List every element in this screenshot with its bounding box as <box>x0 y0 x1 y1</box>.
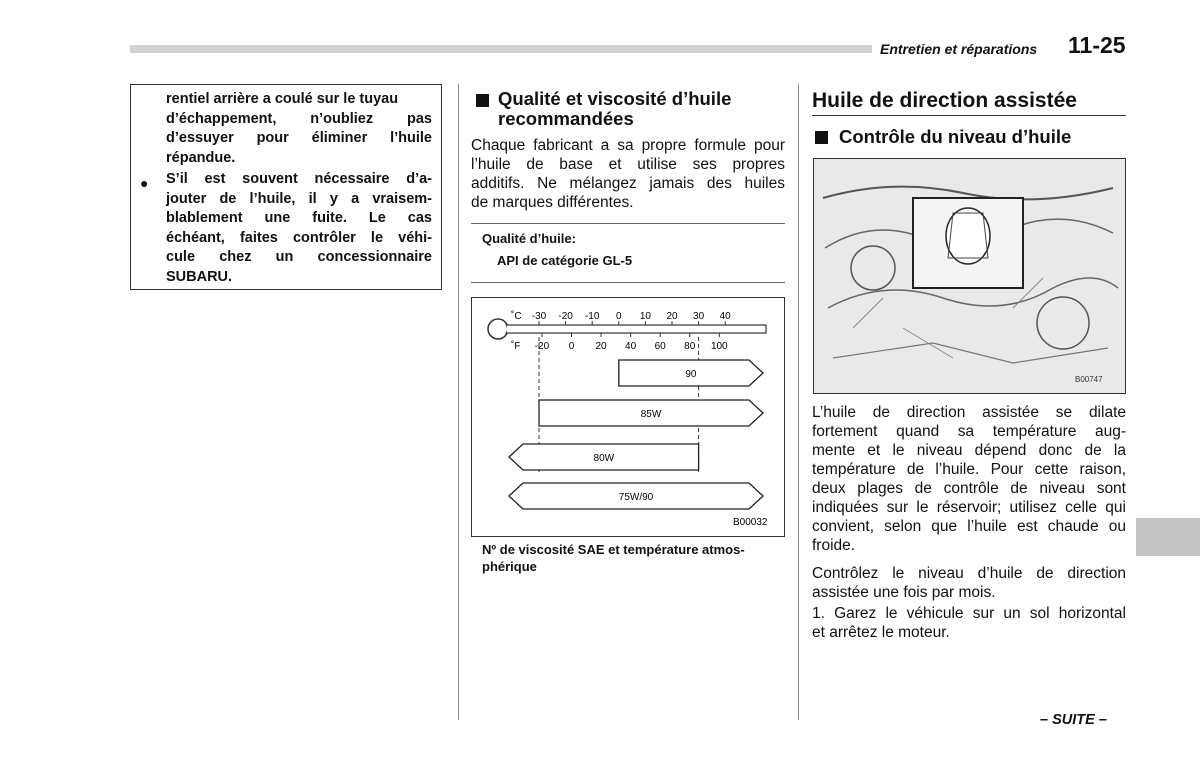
warning-line: cule chez un concessionnaire <box>166 249 432 266</box>
column-divider-left <box>458 84 459 720</box>
caption-line: phérique <box>482 559 537 574</box>
paragraph-line: Chaque fabricant a sa propre formule pour <box>471 137 785 154</box>
caption-line: Nº de viscosité SAE et température atmos- <box>482 542 745 557</box>
image-code: B00747 <box>1075 375 1103 384</box>
fahrenheit-tick-label: 40 <box>625 341 637 352</box>
warning-line: jouter de l’huile, il y a vraisem- <box>166 190 432 207</box>
divider <box>471 223 785 224</box>
viscosity-bar-label: 80W <box>593 453 615 464</box>
warning-line: d’essuyer pour éliminer l’huile <box>166 130 432 147</box>
title-underline <box>812 115 1126 116</box>
celsius-tick-label: 0 <box>616 311 622 322</box>
celsius-tick-label: 10 <box>639 311 651 322</box>
viscosity-bar-label: 90 <box>685 369 697 380</box>
warning-line: d’échappement, n’oubliez pas <box>166 110 432 127</box>
oil-level-subheading: Contrôle du niveau d’huile <box>839 126 1072 147</box>
heading-line: Qualité et viscosité d’huile <box>498 88 732 109</box>
fahrenheit-tick-label: 20 <box>595 341 607 352</box>
paragraph-line: température de l’huile. Pour cette raison, <box>812 461 1126 478</box>
celsius-tick-label: 20 <box>666 311 678 322</box>
paragraph-line: additifs. Ne mélangez jamais des huiles <box>471 175 785 192</box>
heading-line: recommandées <box>498 108 634 129</box>
fahrenheit-tick-label: 0 <box>568 341 575 352</box>
paragraph-line: et arrêtez le moteur. <box>812 624 950 641</box>
oil-quality-heading <box>498 89 731 129</box>
warning-line: S’il est souvent nécessaire d’a- <box>166 171 432 187</box>
check-frequency-paragraph <box>812 564 1126 602</box>
column-divider-right <box>798 84 799 720</box>
section-title: Entretien et réparations <box>880 41 1038 57</box>
warning-line: échéant, faites contrôler le véhi- <box>166 229 432 246</box>
paragraph-line: de marques différentes. <box>471 194 634 211</box>
power-steering-title: Huile de direction assistée <box>812 89 1077 112</box>
fahrenheit-tick-label: -20 <box>534 341 550 352</box>
header-bar <box>130 45 872 53</box>
warning-line: blablement une fuite. Le cas <box>166 210 432 227</box>
bullet-icon: ● <box>140 175 149 191</box>
paragraph-line: mente et le niveau dépend donc de la <box>812 442 1126 459</box>
paragraph-line: deux plages de contrôle de niveau sont <box>812 480 1126 497</box>
paragraph-line: convient, selon que l’huile est chaude ou <box>812 518 1126 535</box>
warning-line: répandue. <box>166 149 236 166</box>
step-1 <box>812 604 1126 642</box>
celsius-tick-label: -30 <box>531 311 547 322</box>
thermometer-tube <box>506 325 766 333</box>
celsius-tick-label: -10 <box>584 311 600 322</box>
celsius-tick-label: 40 <box>719 311 731 322</box>
continued-label: – SUITE – <box>1040 712 1107 728</box>
figure-code: B00032 <box>733 517 768 528</box>
paragraph-line: indiquées sur le réservoir; utilisez celle qui <box>812 499 1126 516</box>
quality-value: API de catégorie GL-5 <box>497 253 633 268</box>
celsius-unit: ˚C <box>511 311 522 322</box>
viscosity-bar-label: 85W <box>640 409 662 420</box>
paragraph-line: 1. Garez le véhicule sur un sol horizontal <box>812 605 1126 622</box>
warning-line: SUBARU. <box>166 268 233 285</box>
heading-square-icon <box>476 94 489 107</box>
warning-text-a <box>166 90 432 168</box>
paragraph-line: L’huile de direction assistée se dilate <box>812 404 1126 421</box>
paragraph-line: froide. <box>812 537 856 554</box>
quality-label: Qualité d’huile: <box>482 231 576 246</box>
divider <box>471 282 785 283</box>
engine-bay-illustration <box>813 158 1126 394</box>
celsius-tick-label: -20 <box>558 311 573 322</box>
warning-text-b <box>166 170 432 288</box>
heading-square-icon <box>815 131 828 144</box>
viscosity-bar-label: 75W/90 <box>618 492 654 503</box>
thermometer-bulb-fill <box>490 321 507 338</box>
paragraph-line: l’huile de base et utilise ses propres <box>471 156 785 173</box>
viscosity-chart <box>471 297 785 537</box>
fahrenheit-tick-label: 80 <box>684 341 696 352</box>
oil-quality-paragraph <box>471 136 785 212</box>
fahrenheit-tick-label: 60 <box>654 341 666 352</box>
celsius-tick-label: 30 <box>693 311 705 322</box>
page-number: 11-25 <box>1068 32 1126 58</box>
paragraph-line: assistée une fois par mois. <box>812 584 996 601</box>
chapter-tab <box>1136 518 1200 556</box>
power-steering-paragraph <box>812 403 1126 555</box>
fahrenheit-unit: ˚F <box>511 341 521 352</box>
warning-line: rentiel arrière a coulé sur le tuyau <box>166 91 399 107</box>
chart-caption <box>482 541 787 575</box>
paragraph-line: Contrôlez le niveau d’huile de direction <box>812 565 1126 582</box>
paragraph-line: fortement quand sa température aug- <box>812 423 1126 440</box>
fahrenheit-tick-label: 100 <box>710 341 728 352</box>
